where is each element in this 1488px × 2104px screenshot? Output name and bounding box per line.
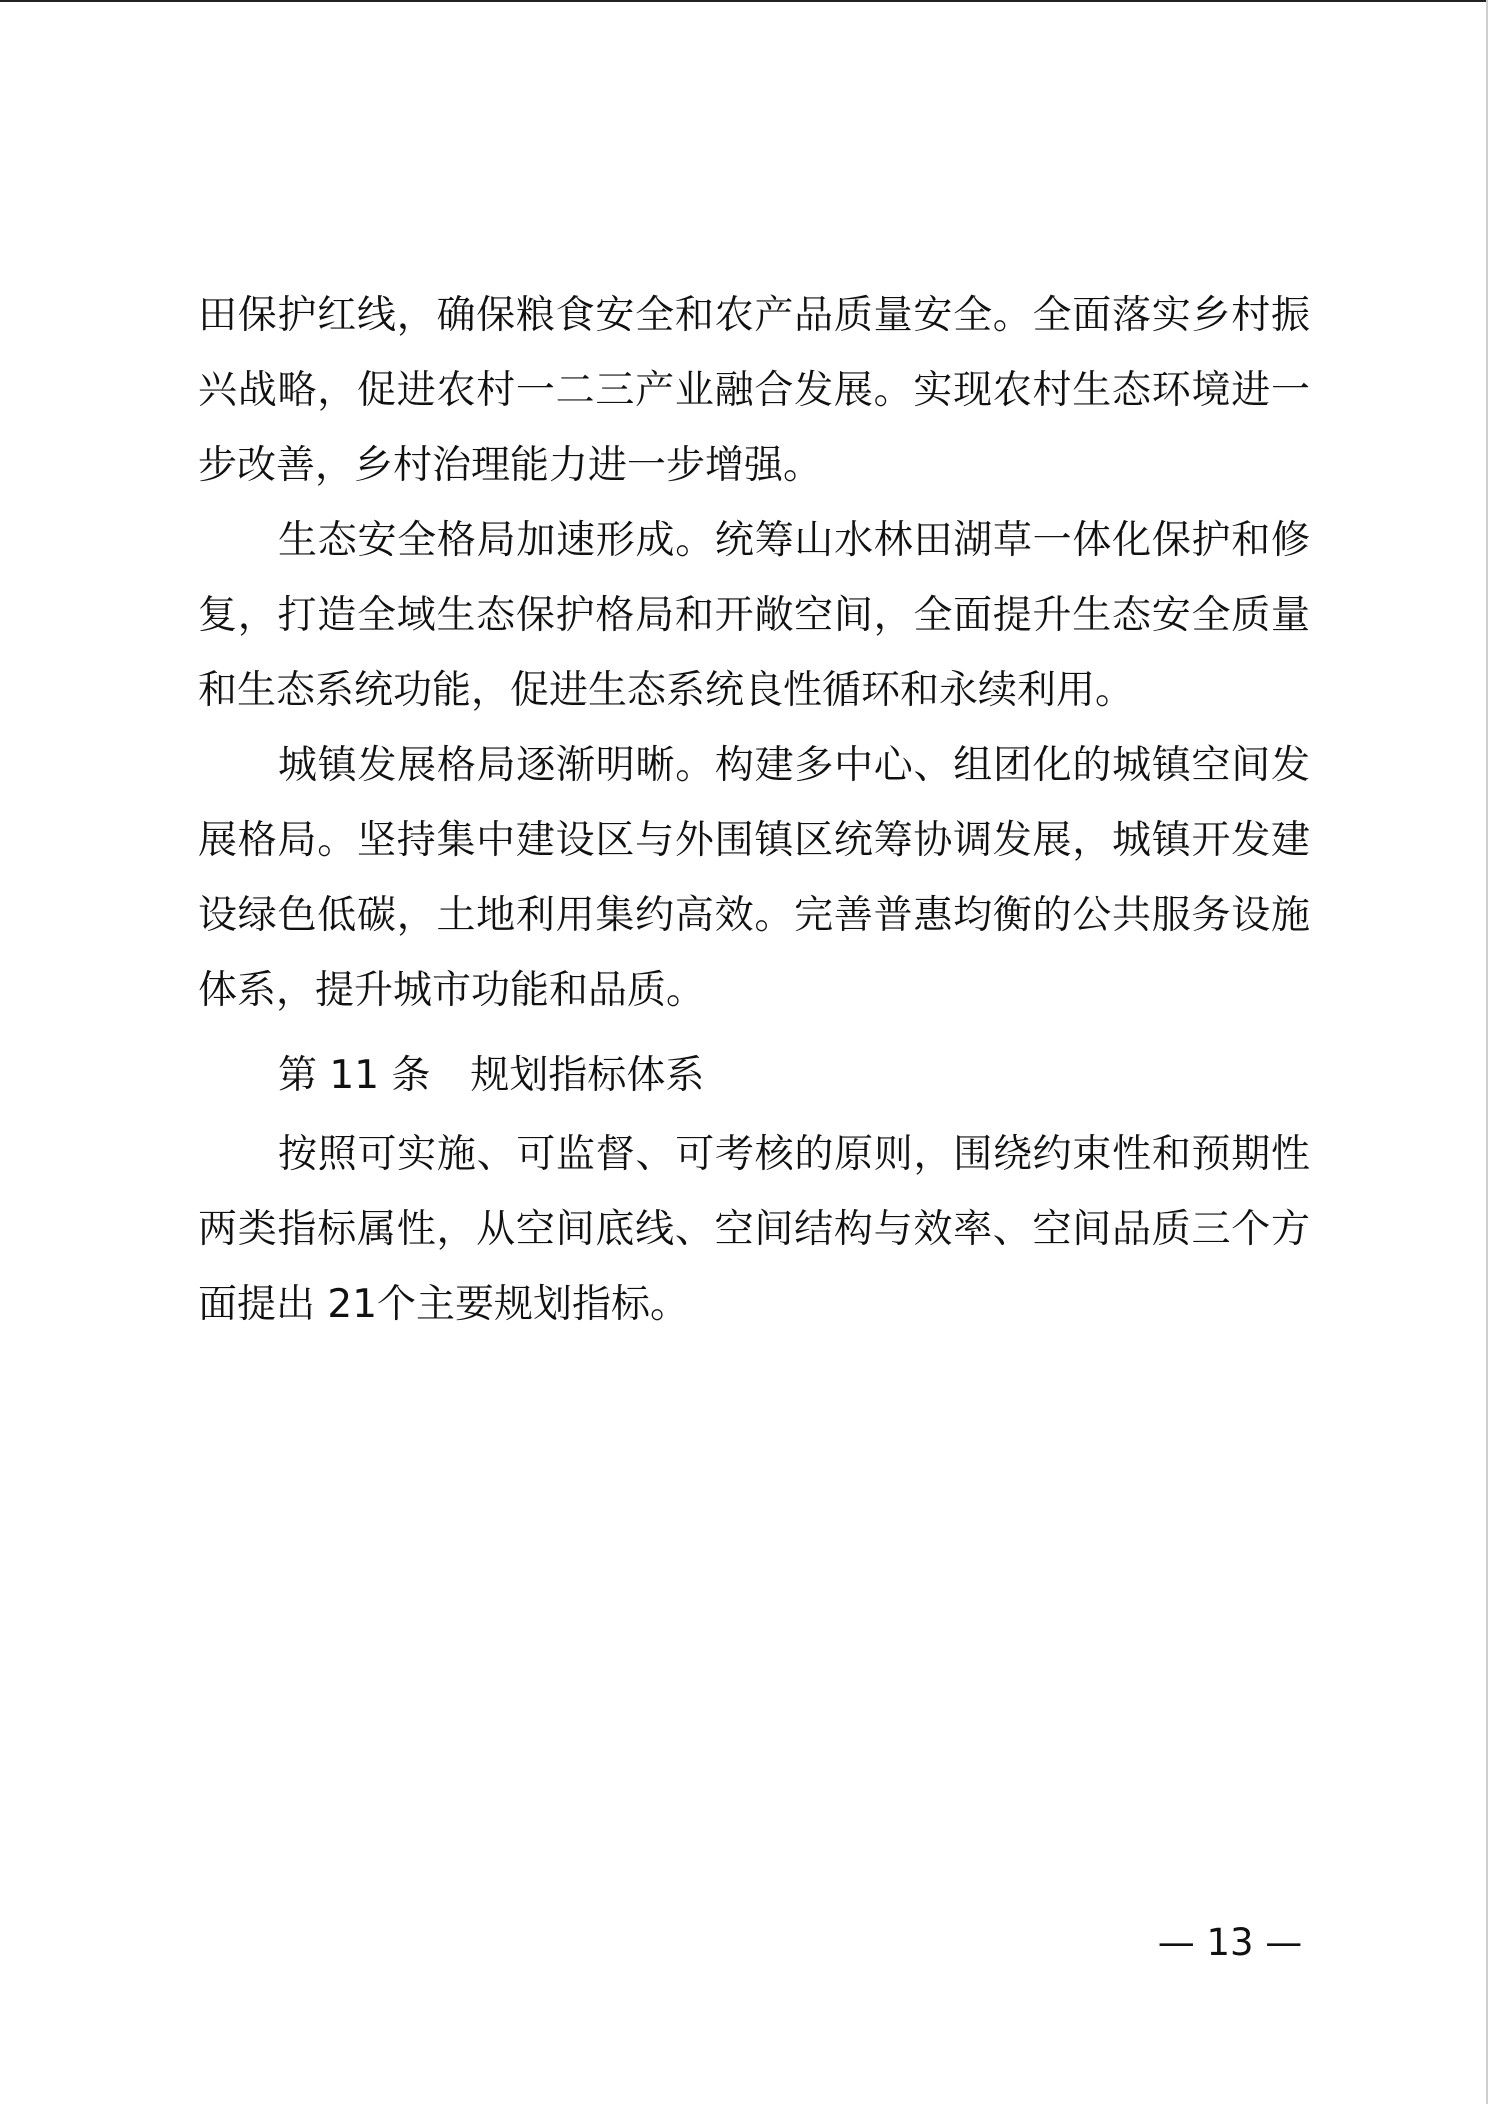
article-title: 规划指标体系 [470, 1053, 705, 1098]
article-number: 第 11 条 [278, 1053, 431, 1098]
continued-paragraph: 田保护红线，确保粮食安全和农产品质量安全。全面落实乡村振兴战略，促进农村一二三产业融合发展。实现农村生态环境进一步改善，乡村治理能力进一步增强。 [198, 293, 1310, 488]
page-number: — 13 — [1157, 1921, 1303, 1964]
document-body [198, 278, 1310, 1342]
ecology-paragraph: 生态安全格局加速形成。统筹山水林田湖草一体化保护和修复，打造全域生态保护格局和开敞空间，全面提升生态安全质量和生态系统功能，促进生态系统良性循环和永续利用。 [198, 518, 1310, 713]
urban-paragraph: 城镇发展格局逐渐明晰。构建多中心、组团化的城镇空间发展格局。坚持集中建设区与外围镇区统筹协调发展，城镇开发建设绿色低碳，土地利用集约高效。完善普惠均衡的公共服务设施体系，提升城市功能和品质。 [198, 743, 1310, 1013]
article-heading [198, 1038, 1310, 1113]
top-border-line [0, 0, 1488, 2]
article-paragraph: 按照可实施、可监督、可考核的原则，围绕约束性和预期性两类指标属性，从空间底线、空间结构与效率、空间品质三个方面提出 21个主要规划指标。 [198, 1132, 1310, 1327]
